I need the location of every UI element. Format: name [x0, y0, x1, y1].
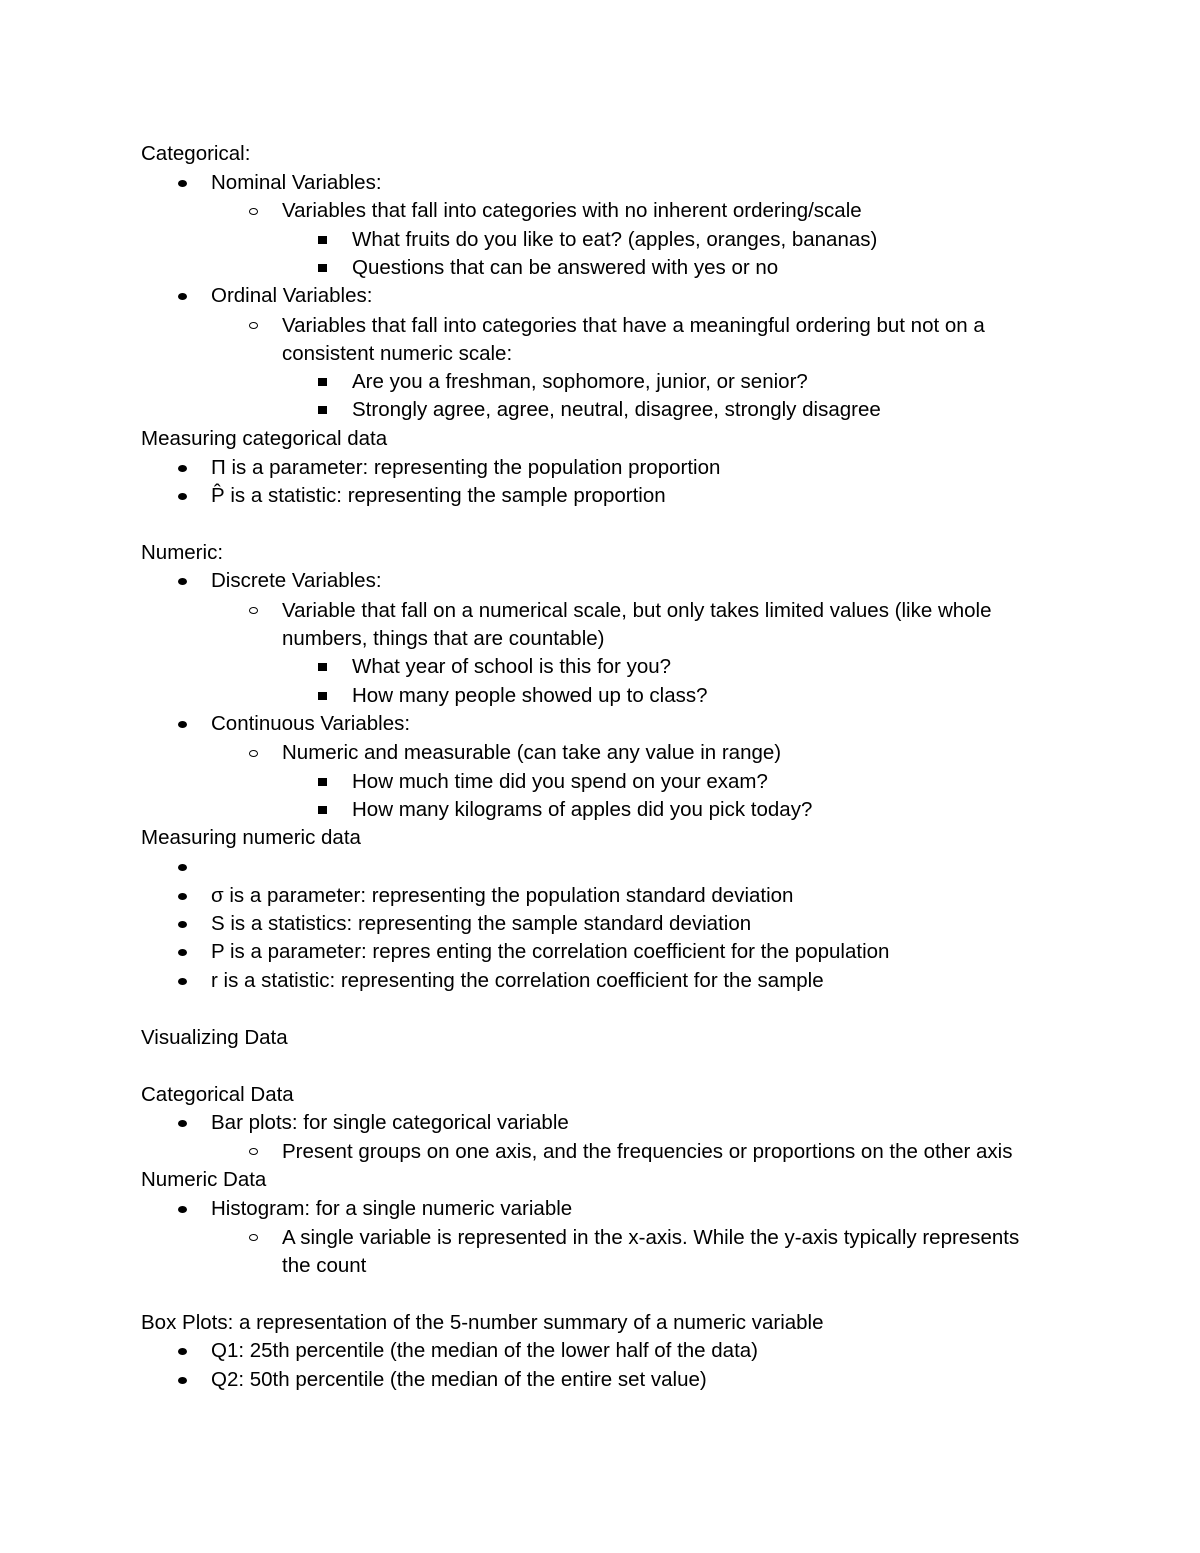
discrete-variables: Discrete Variables: — [211, 569, 382, 592]
ordinal-variables: Ordinal Variables: — [211, 284, 373, 307]
q1: Q1: 25th percentile (the median of the lower half of the data) — [211, 1339, 758, 1362]
bullet-circle-icon — [249, 208, 258, 215]
histogram: Histogram: for a single numeric variable — [211, 1197, 573, 1220]
sigma-parameter: σ is a parameter: representing the population standard deviation — [211, 884, 794, 907]
numeric-heading: Numeric: — [141, 541, 224, 564]
continuous-definition: Numeric and measurable (can take any value in range) — [282, 741, 782, 764]
bullet-square-icon — [318, 806, 327, 814]
bullet-disc-icon — [178, 1206, 187, 1213]
bullet-square-icon — [318, 236, 327, 244]
categorical-heading: Categorical: — [141, 142, 251, 165]
bullet-square-icon — [318, 378, 327, 386]
bullet-disc-icon — [178, 180, 187, 187]
bullet-disc-icon — [178, 493, 187, 500]
nominal-example-yes-no: Questions that can be answered with yes or no — [352, 256, 779, 279]
r-statistic: r is a statistic: representing the correlation coefficient for the sample — [211, 969, 824, 992]
numeric-data-heading: Numeric Data — [141, 1168, 267, 1191]
bullet-circle-icon — [249, 1148, 258, 1155]
s-statistic: S is a statistics: representing the sample standard deviation — [211, 912, 752, 935]
bullet-circle-icon — [249, 322, 258, 329]
bullet-circle-icon — [249, 750, 258, 757]
continuous-example-time: How much time did you spend on your exam? — [352, 770, 768, 793]
bullet-disc-icon — [178, 1377, 187, 1384]
bullet-disc-icon — [178, 1120, 187, 1127]
visualizing-heading: Visualizing Data — [141, 1026, 288, 1049]
measuring-numeric-heading: Measuring numeric data — [141, 826, 361, 849]
continuous-example-apples: How many kilograms of apples did you pick today? — [352, 798, 813, 821]
bullet-disc-icon — [178, 1348, 187, 1355]
bar-plots-detail: Present groups on one axis, and the frequencies or proportions on the other axis — [282, 1140, 1013, 1163]
nominal-variables: Nominal Variables: — [211, 171, 382, 194]
nominal-example-fruits: What fruits do you like to eat? (apples, oranges, bananas) — [352, 228, 878, 251]
bullet-disc-icon — [178, 465, 187, 472]
discrete-example-year: What year of school is this for you? — [352, 655, 672, 678]
bullet-disc-icon — [178, 864, 187, 871]
nominal-definition: Variables that fall into categories with no inherent ordering/scale — [282, 199, 862, 222]
measuring-categorical-heading: Measuring categorical data — [141, 427, 388, 450]
bullet-disc-icon — [178, 949, 187, 956]
q2: Q2: 50th percentile (the median of the entire set value) — [211, 1368, 707, 1391]
bullet-disc-icon — [178, 893, 187, 900]
bullet-circle-icon — [249, 1234, 258, 1241]
box-plots-heading: Box Plots: a representation of the 5-number summary of a numeric variable — [141, 1311, 824, 1334]
ordinal-definition-2: consistent numeric scale: — [282, 342, 513, 365]
discrete-definition-1: Variable that fall on a numerical scale, but only takes limited values (like whole — [282, 599, 992, 622]
bullet-disc-icon — [178, 721, 187, 728]
bullet-square-icon — [318, 663, 327, 671]
pi-parameter: Π is a parameter: representing the population proportion — [211, 456, 721, 479]
histogram-detail-2: the count — [282, 1254, 367, 1277]
bullet-disc-icon — [178, 293, 187, 300]
ordinal-example-agree: Strongly agree, agree, neutral, disagree, strongly disagree — [352, 398, 881, 421]
histogram-detail-1: A single variable is represented in the x-axis. While the y-axis typically represents — [282, 1226, 1020, 1249]
discrete-example-class: How many people showed up to class? — [352, 684, 708, 707]
bullet-disc-icon — [178, 921, 187, 928]
rho-parameter: P is a parameter: repres enting the correlation coefficient for the population — [211, 940, 890, 963]
bullet-square-icon — [318, 264, 327, 272]
bullet-square-icon — [318, 406, 327, 414]
bullet-square-icon — [318, 778, 327, 786]
categorical-data-heading: Categorical Data — [141, 1083, 294, 1106]
bullet-disc-icon — [178, 978, 187, 985]
p-hat-statistic: P̂ is a statistic: representing the sample proportion — [211, 484, 666, 507]
continuous-variables: Continuous Variables: — [211, 712, 411, 735]
bullet-square-icon — [318, 692, 327, 700]
bullet-disc-icon — [178, 578, 187, 585]
bullet-circle-icon — [249, 607, 258, 614]
ordinal-definition-1: Variables that fall into categories that have a meaningful ordering but not on a — [282, 314, 985, 337]
bar-plots: Bar plots: for single categorical variable — [211, 1111, 569, 1134]
discrete-definition-2: numbers, things that are countable) — [282, 627, 605, 650]
ordinal-example-year: Are you a freshman, sophomore, junior, or senior? — [352, 370, 808, 393]
